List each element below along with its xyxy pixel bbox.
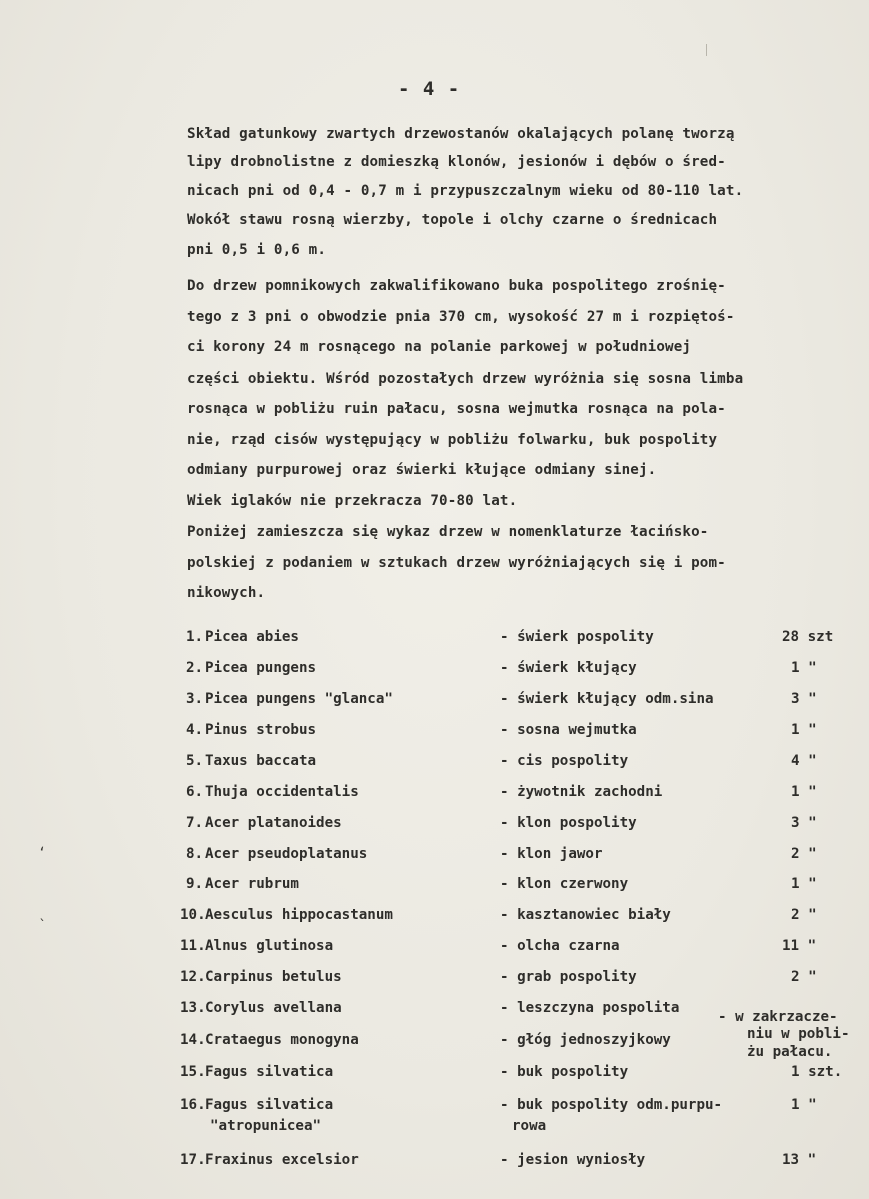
tree-latin-name: Acer platanoides [205,815,342,831]
paragraph-line: części obiektu. Wśród pozostałych drzew wyróżnia się sosna limba [187,371,744,387]
paragraph-line: tego z 3 pni o obwodzie pnia 370 cm, wysokość 27 m i rozpiętoś- [187,309,735,325]
tree-count: 28 szt [782,629,834,645]
tree-latin-name: Pinus strobus [205,722,317,738]
tree-latin-name: Alnus glutinosa [205,938,334,954]
side-note-line: - w zakrzacze- [718,1009,838,1025]
tree-row [0,1030,869,1054]
tree-number: 3. [186,691,204,707]
tree-latin-name: Crataegus monogyna [205,1032,359,1048]
paragraph-line: nie, rząd cisów występujący w pobliżu folwarku, buk pospolity [187,432,718,448]
paragraph-line: pni 0,5 i 0,6 m. [187,242,327,258]
tree-number: 5. [186,753,204,769]
tree-polish-name: - klon jawor [500,846,603,862]
tree-number: 9. [186,876,204,892]
tree-number: 10. [180,907,206,923]
tree-latin-name: Acer pseudoplatanus [205,846,368,862]
tree-polish-name: - jesion wyniosły [500,1152,646,1168]
tree-number: 17. [180,1152,206,1168]
paragraph-line: nicach pni od 0,4 - 0,7 m i przypuszczalnym wieku od 80-110 lat. [187,183,744,199]
tree-row [0,813,869,837]
tree-number: 12. [180,969,206,985]
tree-count: 2 " [791,846,817,862]
tree-count: 11 " [782,938,817,954]
tree-row [0,720,869,744]
margin-mark: ʻ [38,846,46,861]
tree-polish-name: - sosna wejmutka [500,722,637,738]
tree-row [0,967,869,991]
paragraph-line: Wiek iglaków nie przekracza 70-80 lat. [187,493,518,509]
tree-polish-name: - głóg jednoszyjkowy [500,1032,671,1048]
tree-polish-name: - kasztanowiec biały [500,907,671,923]
tree-row [0,782,869,806]
side-note-line: żu pałacu. [747,1044,833,1060]
tree-count: 1 " [791,660,817,676]
page-number: - 4 - [398,78,461,100]
tree-latin-name: Carpinus betulus [205,969,342,985]
tree-row [0,689,869,713]
tree-number: 4. [186,722,204,738]
tree-count: 1 " [791,722,817,738]
tree-number: 2. [186,660,204,676]
paragraph-line: ci korony 24 m rosnącego na polanie parkowej w południowej [187,339,692,355]
tree-row [0,936,869,960]
tree-polish-continuation: rowa [512,1118,547,1134]
tree-number: 1. [186,629,204,645]
tree-latin-name: Picea pungens [205,660,317,676]
tree-number: 6. [186,784,204,800]
tree-count: 4 " [791,753,817,769]
tree-count: 13 " [782,1152,817,1168]
tree-polish-name: - grab pospolity [500,969,637,985]
tree-count: 1 " [791,876,817,892]
margin-mark: ˎ [38,906,46,921]
tree-number: 7. [186,815,204,831]
tree-count: 1 " [791,784,817,800]
tree-polish-name: - cis pospolity [500,753,629,769]
tree-polish-name: - świerk pospolity [500,629,654,645]
tree-polish-name: - leszczyna pospolita [500,1000,680,1016]
tree-row [0,658,869,682]
tree-count: 2 " [791,969,817,985]
tree-row [0,751,869,775]
tree-row [0,874,869,898]
tree-polish-name: - buk pospolity odm.purpu- [500,1097,723,1113]
tree-number: 8. [186,846,204,862]
tree-polish-name: - klon czerwony [500,876,629,892]
tree-polish-name: - żywotnik zachodni [500,784,663,800]
paragraph-line: Do drzew pomnikowych zakwalifikowano buka pospolitego zrośnię- [187,278,726,294]
tree-latin-name: Corylus avellana [205,1000,342,1016]
tree-cultivar-name: "atropunicea" [210,1118,322,1134]
tree-polish-name: - świerk kłujący odm.sina [500,691,714,707]
tree-number: 14. [180,1032,206,1048]
tree-row [0,1062,869,1086]
paragraph-line: odmiany purpurowej oraz świerki kłujące odmiany sinej. [187,462,657,478]
tree-row [0,1150,869,1174]
tree-latin-name: Taxus baccata [205,753,317,769]
tree-latin-name: Fraxinus excelsior [205,1152,359,1168]
tree-latin-name: Thuja occidentalis [205,784,359,800]
tree-polish-name: - klon pospolity [500,815,637,831]
side-note-line: niu w pobli- [747,1026,850,1042]
tree-row [0,905,869,929]
paper-mark [706,44,707,56]
tree-number: 16. [180,1097,206,1113]
tree-count: 3 " [791,691,817,707]
tree-count: 2 " [791,907,817,923]
tree-number: 13. [180,1000,206,1016]
tree-latin-name: Picea pungens "glanca" [205,691,393,707]
tree-row [0,844,869,868]
tree-polish-name: - buk pospolity [500,1064,629,1080]
tree-latin-name: Fagus silvatica [205,1097,334,1113]
tree-row [0,627,869,651]
paragraph-line: lipy drobnolistne z domieszką klonów, jesionów i dębów o śred- [187,154,726,170]
tree-number: 15. [180,1064,206,1080]
paragraph-line: Wokół stawu rosną wierzby, topole i olchy czarne o średnicach [187,212,718,228]
tree-number: 11. [180,938,206,954]
paragraph-line: Poniżej zamieszcza się wykaz drzew w nomenklaturze łacińsko- [187,524,709,540]
tree-latin-name: Picea abies [205,629,299,645]
tree-count: 1 szt. [791,1064,843,1080]
tree-count: 1 " [791,1097,817,1113]
tree-polish-name: - świerk kłujący [500,660,637,676]
tree-polish-name: - olcha czarna [500,938,620,954]
tree-row-continuation [0,1116,869,1140]
tree-latin-name: Acer rubrum [205,876,299,892]
paragraph-line: Skład gatunkowy zwartych drzewostanów okalających polanę tworzą [187,126,735,142]
tree-count: 3 " [791,815,817,831]
tree-latin-name: Fagus silvatica [205,1064,334,1080]
paragraph-line: nikowych. [187,585,266,601]
tree-latin-name: Aesculus hippocastanum [205,907,393,923]
paragraph-line: rosnąca w pobliżu ruin pałacu, sosna wejmutka rosnąca na pola- [187,401,726,417]
paragraph-line: polskiej z podaniem w sztukach drzew wyróżniających się i pom- [187,555,726,571]
